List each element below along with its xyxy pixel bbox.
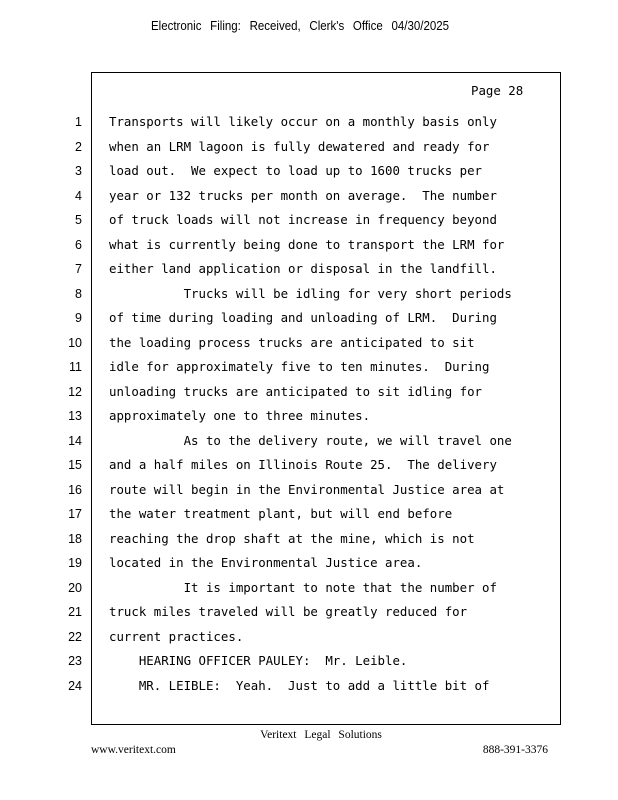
line-number: 10 [68, 335, 82, 350]
transcript-line: what is currently being done to transport the LRM for [109, 236, 505, 252]
transcript-line: and a half miles on Illinois Route 25. The delivery [109, 457, 497, 472]
transcript-line: current practices. [109, 628, 244, 644]
line-number: 20 [68, 580, 82, 595]
line-number: 7 [75, 262, 82, 276]
line-number: 5 [75, 213, 82, 227]
line-number: 8 [75, 286, 82, 301]
transcript-line: of time during loading and unloading of LRM. During [109, 310, 497, 325]
page-number: Page 28 [471, 83, 524, 98]
transcript-line: the water treatment plant, but will end before [109, 506, 453, 521]
line-number: 16 [68, 482, 82, 497]
transcript-line: idle for approximately five to ten minutes. During [109, 359, 490, 374]
transcript-line: approximately one to three minutes. [109, 408, 371, 423]
transcript-line: Transports will likely occur on a monthly basis only [109, 114, 497, 129]
transcript-line: truck miles traveled will be greatly reduced for [109, 604, 468, 619]
transcript-line: either land application or disposal in the landfill. [109, 261, 497, 276]
line-number: 6 [75, 237, 82, 252]
line-number: 2 [75, 139, 82, 154]
transcript-line: unloading trucks are anticipated to sit idling for [109, 383, 482, 399]
line-number: 24 [68, 678, 82, 693]
footer-website: www.veritext.com [91, 744, 176, 756]
transcript-line: of truck loads will not increase in frequency beyond [109, 212, 497, 227]
line-number: 19 [68, 556, 82, 570]
line-number: 14 [68, 433, 82, 448]
line-number: 11 [69, 360, 82, 374]
line-number: 17 [68, 507, 82, 521]
transcript-line: the loading process trucks are anticipated to sit [109, 334, 475, 350]
line-number: 23 [68, 654, 82, 668]
transcript-line: when an LRM lagoon is fully dewatered and ready for [109, 138, 490, 154]
line-number: 1 [75, 115, 82, 129]
footer-phone: 888-391-3376 [482, 744, 548, 756]
line-number: 22 [68, 629, 82, 644]
transcript-line: load out. We expect to load up to 1600 trucks per [109, 163, 482, 178]
line-number: 18 [68, 531, 82, 546]
line-number: 12 [68, 384, 82, 399]
footer-company: Veritext Legal Solutions [260, 729, 382, 741]
line-number: 15 [68, 458, 82, 472]
line-number: 3 [75, 164, 82, 178]
transcript-line: Trucks will be idling for very short periods [109, 285, 512, 301]
transcript-line: route will begin in the Environmental Justice area at [109, 481, 505, 497]
line-number: 21 [68, 605, 82, 619]
line-number: 9 [75, 311, 82, 325]
transcript-line: HEARING OFFICER PAULEY: Mr. Leible. [109, 653, 408, 668]
transcript-line: MR. LEIBLE: Yeah. Just to add a little bit of [109, 677, 490, 693]
line-number: 13 [68, 409, 82, 423]
line-number: 4 [75, 188, 82, 203]
transcript-line: located in the Environmental Justice area. [109, 555, 423, 570]
line-number-column [60, 112, 82, 700]
transcript-line: As to the delivery route, we will travel one [109, 432, 512, 448]
transcript-line: year or 132 trucks per month on average. The number [109, 187, 497, 203]
transcript-text [109, 112, 512, 700]
transcript-line: It is important to note that the number of [109, 579, 497, 595]
filing-stamp: Electronic Filing: Received, Clerk's Office 04/30/2025 [150, 19, 450, 33]
transcript-line: reaching the drop shaft at the mine, which is not [109, 530, 475, 546]
